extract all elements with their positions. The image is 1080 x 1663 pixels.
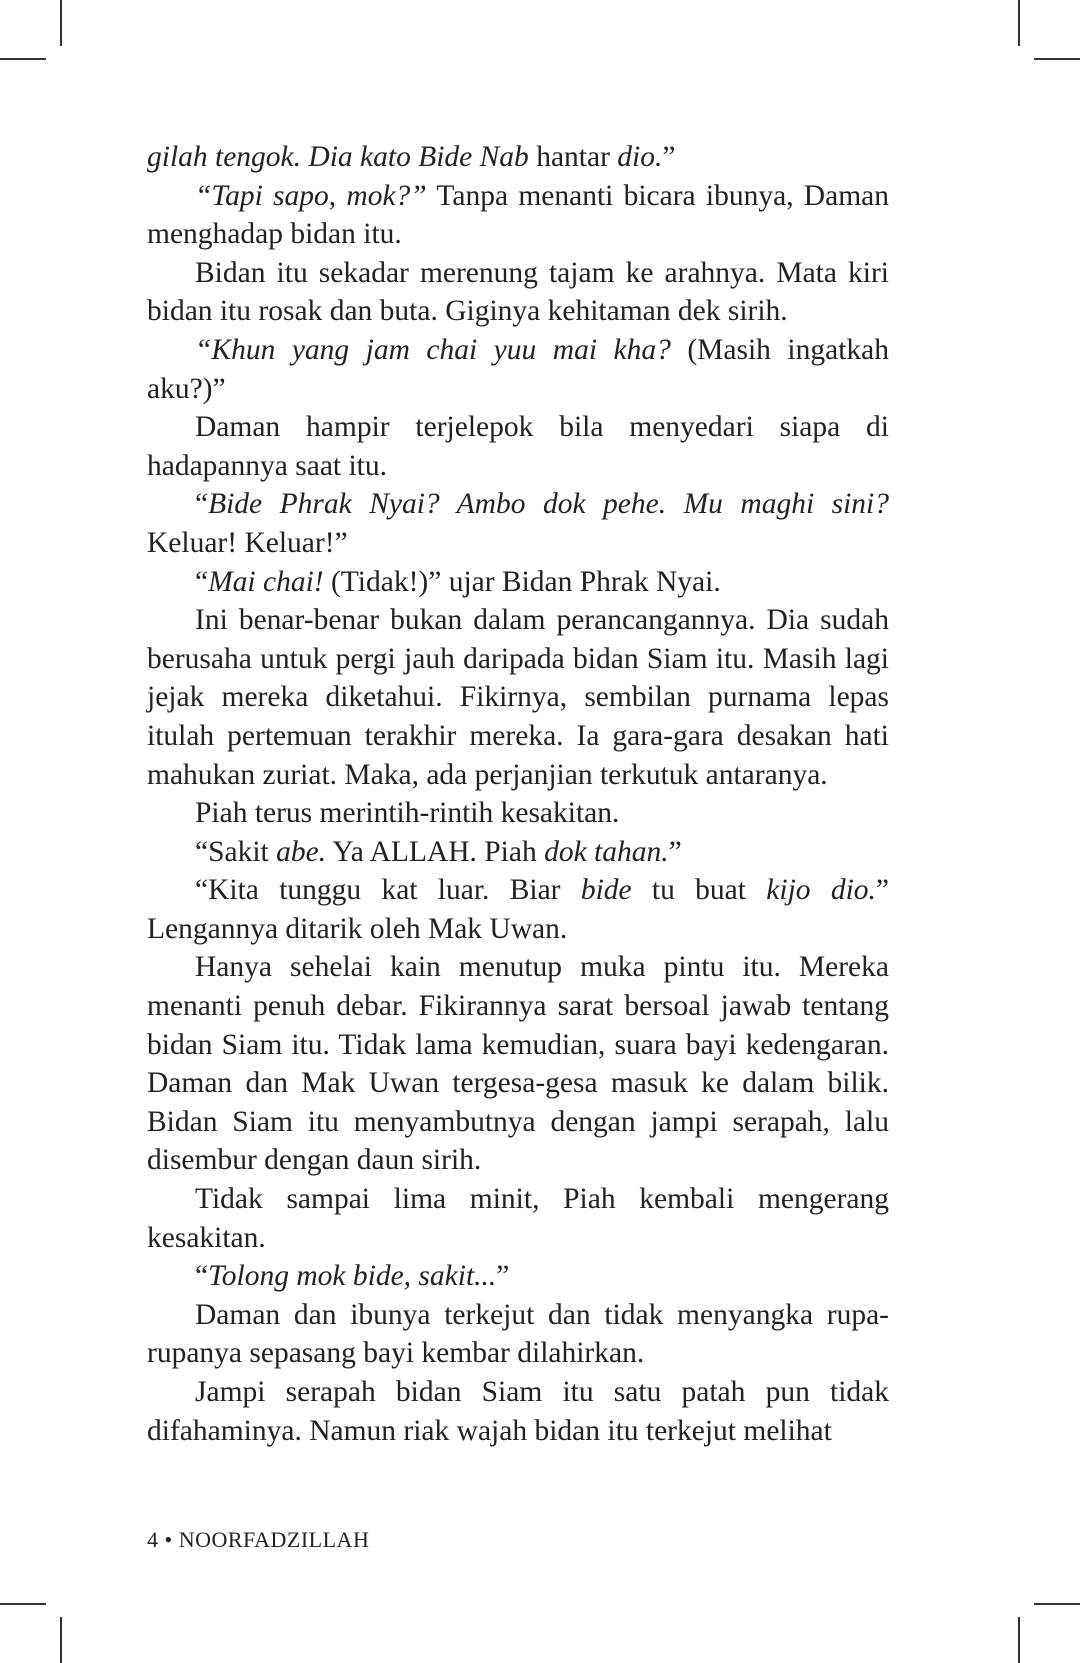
text-run: Piah terus merintih-rintih kesakitan. — [195, 797, 620, 830]
paragraph — [147, 485, 889, 562]
author-name: NOORFADZILLAH — [178, 1527, 370, 1552]
italic-run: “Tapi sapo, mok?” — [195, 179, 427, 212]
paragraph — [147, 563, 889, 602]
crop-mark-top-left-horizontal — [0, 58, 46, 60]
italic-run: Bide Phrak Nyai? Ambo dok pehe. Mu maghi sini? — [208, 488, 889, 521]
text-run: Tidak sampai lima minit, Piah kembali mengerang kesakitan. — [147, 1183, 889, 1254]
paragraph — [147, 1180, 889, 1257]
italic-run: Mai chai! — [208, 565, 324, 598]
text-run: tu buat — [631, 874, 767, 907]
text-run: “Sakit — [195, 835, 277, 868]
text-run: (Masih ingatkah aku?)” — [147, 333, 889, 405]
text-run: “Kita tunggu kat luar. Biar — [195, 874, 581, 907]
paragraph — [147, 871, 889, 948]
italic-run: bide — [580, 874, 632, 907]
paragraph — [147, 1373, 889, 1450]
paragraph — [147, 408, 889, 485]
paragraph — [147, 794, 889, 833]
text-run: Jampi serapah bidan Siam itu satu patah pun tidak difahaminya. Namun riak wajah bidan itu terkejut melihat — [147, 1376, 889, 1447]
crop-mark-top-left-vertical — [60, 0, 62, 46]
paragraph — [147, 1296, 889, 1373]
italic-run: dok tahan. — [544, 835, 669, 868]
text-run: ” — [662, 141, 676, 173]
crop-mark-bottom-left-vertical — [60, 1617, 62, 1663]
paragraph — [147, 833, 889, 872]
paragraph — [147, 948, 889, 1180]
text-run: Tanpa menanti bicara ibunya, Daman menghadap bidan itu. — [147, 179, 889, 251]
text-run: “ — [195, 1260, 209, 1293]
italic-run: dio. — [617, 141, 663, 173]
text-run: ” Lengannya ditarik oleh Mak Uwan. — [147, 874, 889, 945]
paragraph — [147, 1257, 889, 1296]
text-run: Ya ALLAH. Piah — [326, 835, 545, 868]
crop-mark-top-right-vertical — [1018, 0, 1020, 46]
italic-run: “Khun yang jam chai yuu mai kha? — [195, 333, 671, 366]
page-number: 4 — [147, 1527, 159, 1552]
text-run: Bidan itu sekadar merenung tajam ke arahnya. Mata kiri bidan itu rosak dan buta. Giginya kehitaman dek sirih. — [147, 256, 889, 328]
text-run: ” — [668, 835, 682, 868]
paragraph — [147, 331, 889, 408]
text-run: “ — [195, 565, 209, 598]
italic-run: gilah tengok. Dia kato Bide Nab — [147, 141, 529, 173]
text-run: Daman dan ibunya terkejut dan tidak menyangka rupa-rupanya sepasang bayi kembar dilahirkan. — [147, 1298, 889, 1370]
text-run: “ — [195, 488, 209, 521]
paragraph — [147, 138, 889, 177]
crop-mark-bottom-right-vertical — [1018, 1617, 1020, 1663]
italic-run: kijo dio. — [766, 874, 876, 907]
paragraph — [147, 254, 889, 331]
crop-mark-bottom-right-horizontal — [1034, 1603, 1080, 1605]
text-run: ” — [496, 1260, 510, 1293]
body-text — [147, 138, 889, 1450]
text-run: (Tidak!)” ujar Bidan Phrak Nyai. — [323, 565, 721, 598]
text-run: Keluar! Keluar!” — [147, 526, 348, 559]
text-run: Daman hampir terjelepok bila menyedari siapa di hadapannya saat itu. — [147, 411, 889, 482]
text-run: Ini benar-benar bukan dalam perancangannya. Dia sudah berusaha untuk pergi jauh daripada bidan Siam itu. Masih lagi jejak mereka diketahui. Fikirnya, sembilan purnama lepas itulah pertemuan terakhir mereka. Ia gara-gara desakan hati mahukan zuriat. Maka, ada perjanjian terkutuk antaranya. — [147, 604, 889, 791]
text-run: hantar — [528, 141, 618, 173]
footer-separator: • — [164, 1527, 173, 1552]
crop-mark-top-right-horizontal — [1034, 58, 1080, 60]
text-run: Hanya sehelai kain menutup muka pintu itu. Mereka menanti penuh debar. Fikirannya sarat bersoal jawab tentang bidan Siam itu. Tidak lama kemudian, suara bayi kedengaran. Daman dan Mak Uwan tergesa-gesa masuk ke dalam bilik. Bidan Siam itu menyambutnya dengan jampi serapah, lalu disembur dengan daun sirih. — [147, 951, 889, 1177]
page-footer — [147, 1527, 369, 1553]
crop-mark-bottom-left-horizontal — [0, 1603, 46, 1605]
italic-run: abe. — [276, 835, 327, 868]
italic-run: Tolong mok bide, sakit... — [208, 1260, 497, 1293]
paragraph — [147, 177, 889, 254]
paragraph — [147, 601, 889, 794]
